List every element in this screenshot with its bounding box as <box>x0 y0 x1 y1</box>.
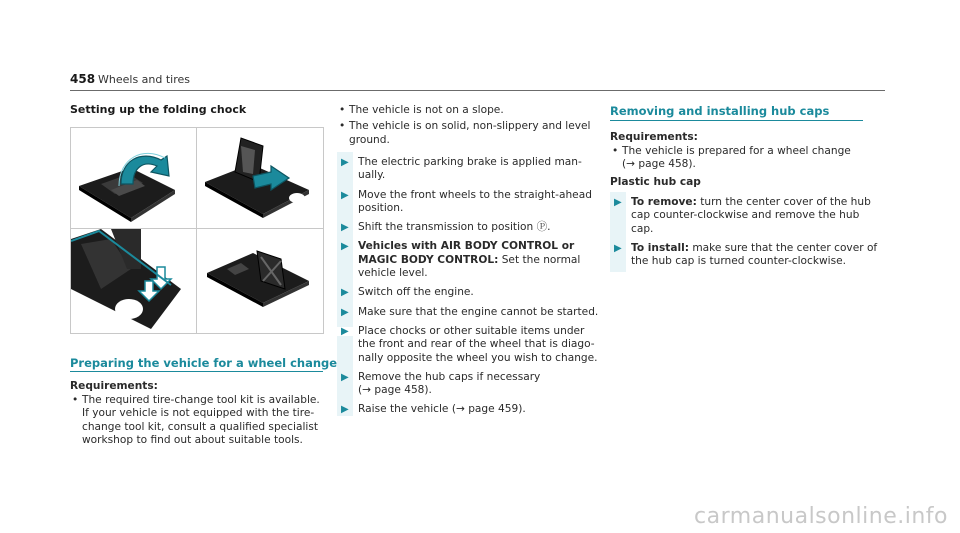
step-item <box>337 306 602 319</box>
step-arrow-icon: ▶ <box>341 157 349 168</box>
condition-item: • The vehicle is not on a slope. <box>337 104 597 117</box>
step-text: the front and rear of the wheel that is diago- <box>358 338 595 351</box>
section-title-hub-caps: Removing and installing hub caps <box>610 104 830 118</box>
step-item <box>337 240 602 280</box>
figure-heading: Setting up the folding chock <box>70 103 247 116</box>
requirements-list <box>70 394 330 447</box>
step-item <box>337 371 602 398</box>
section-underline <box>70 371 323 372</box>
requirement-line: • The vehicle is prepared for a wheel change <box>610 145 870 158</box>
condition-item-cont: ground. <box>349 133 390 146</box>
step-arrow-icon: ▶ <box>341 241 349 253</box>
step-arrow-icon: ▶ <box>341 222 349 234</box>
step-text: Set the normal <box>498 253 581 266</box>
running-title: Wheels and tires <box>98 73 191 86</box>
chock-illustration-assembled <box>197 229 323 332</box>
chock-illustration-lock <box>71 229 196 332</box>
condition-item: • The vehicle is on solid, non-slippery and level <box>337 120 597 133</box>
install-label: To install: <box>631 241 689 254</box>
requirement-line: • The required tire-change tool kit is available. <box>70 394 330 407</box>
subheading-plastic-hub-cap: Plastic hub cap <box>610 176 701 188</box>
step-item-install <box>610 242 880 269</box>
section-underline <box>610 120 863 121</box>
step-arrow-icon: ▶ <box>341 189 349 201</box>
step-text: Shift the transmission to position Ⓟ. <box>358 221 551 234</box>
page-number: 458 <box>70 72 96 86</box>
hub-cap-steps <box>610 196 880 268</box>
step-arrow-icon: ▶ <box>341 287 349 299</box>
step-item <box>337 221 602 234</box>
step-item <box>337 325 602 365</box>
chock-illustration-unfold <box>71 128 196 228</box>
step-text: cap. <box>631 222 654 235</box>
step-text: make sure that the center cover of <box>688 241 878 254</box>
requirements-label: Requirements: <box>70 380 158 392</box>
header-rule <box>70 90 885 91</box>
step-text: Raise the vehicle (→ page 459). <box>358 403 526 416</box>
remove-label: To remove: <box>631 196 697 208</box>
step-text: position. <box>358 201 404 214</box>
step-text: the hub cap is turned counter-clockwise. <box>631 255 846 268</box>
step-text-bold: MAGIC BODY CONTROL: <box>358 253 499 266</box>
requirement-line: change tool kit, consult a qualified specialist <box>82 420 319 433</box>
watermark: carmanualsonline.info <box>694 504 948 529</box>
requirements-label: Requirements: <box>610 131 698 143</box>
conditions-list <box>337 104 597 147</box>
step-text: nally opposite the wheel you wish to change. <box>358 351 598 364</box>
step-arrow-icon: ▶ <box>614 242 622 254</box>
step-text: The electric parking brake is applied man- <box>358 156 582 168</box>
steps-list <box>337 156 602 417</box>
step-item <box>337 286 602 299</box>
step-text: Switch off the engine. <box>358 286 474 299</box>
step-text: ually. <box>358 169 386 182</box>
step-arrow-icon: ▶ <box>614 197 622 208</box>
step-text: vehicle level. <box>358 267 428 280</box>
chock-illustration-slide <box>197 128 323 228</box>
step-item <box>337 156 602 183</box>
step-item <box>337 189 602 216</box>
requirement-line: workshop to find out about suitable tools. <box>82 433 303 446</box>
step-text: Move the front wheels to the straight-ahead <box>358 188 592 201</box>
step-item <box>337 403 602 416</box>
step-text: Remove the hub caps if necessary <box>358 370 541 383</box>
step-arrow-icon: ▶ <box>341 404 349 416</box>
step-text: cap counter-clockwise and remove the hub <box>631 209 860 222</box>
step-text: turn the center cover of the hub <box>696 196 871 208</box>
step-arrow-icon: ▶ <box>341 371 349 383</box>
step-item-remove <box>610 196 880 236</box>
step-text: Place chocks or other suitable items under <box>358 324 585 337</box>
step-text: (→ page 458). <box>358 384 432 397</box>
requirements-list <box>610 145 870 172</box>
step-arrow-icon: ▶ <box>341 306 349 318</box>
step-text-bold: Vehicles with AIR BODY CONTROL or <box>358 240 575 253</box>
requirement-line: If your vehicle is not equipped with the tire- <box>82 407 315 420</box>
step-arrow-icon: ▶ <box>341 325 349 337</box>
section-title-preparing: Preparing the vehicle for a wheel change <box>70 356 338 370</box>
step-text: Make sure that the engine cannot be started. <box>358 305 599 318</box>
requirement-line: (→ page 458). <box>622 158 696 171</box>
